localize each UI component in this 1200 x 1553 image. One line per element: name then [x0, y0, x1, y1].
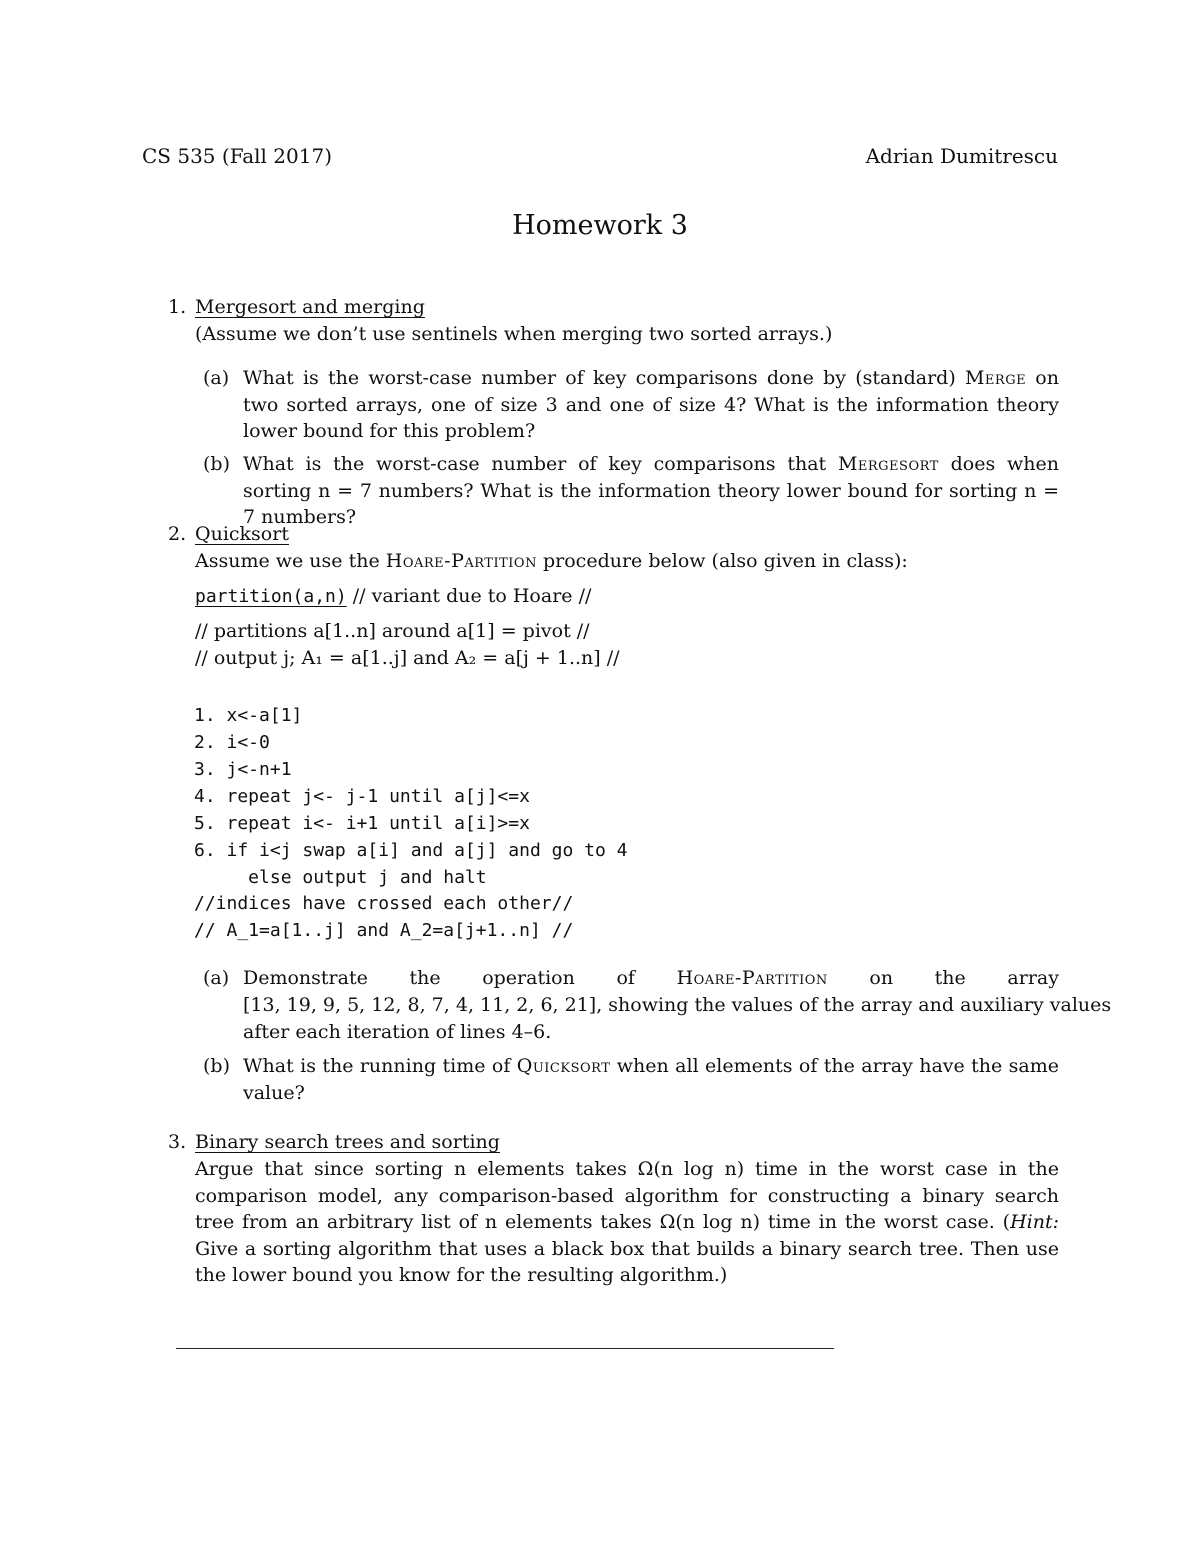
- problem-1-heading: Mergesort and merging: [195, 296, 425, 318]
- course-name: CS 535 (Fall 2017): [142, 144, 332, 168]
- hoare-partition-name: Hoare-Partition: [385, 550, 537, 572]
- problem-1-note: (Assume we don’t use sentinels when merging two sorted arrays.): [195, 323, 833, 345]
- quicksort-procedure-name: Quicksort: [516, 1055, 611, 1077]
- problem-2b-label: (b): [203, 1055, 230, 1077]
- problem-1a-text: What is the worst-case number of key comparisons done by (standard) Merge on two sorted arrays, one of size 3 and one of size 4? What is the information theory lower bound for this problem?: [243, 367, 1059, 442]
- author-name: Adrian Dumitrescu: [865, 144, 1058, 168]
- code-line: 3. j<-n+1: [194, 759, 292, 780]
- code-line: 4. repeat j<- j-1 until a[j]<=x: [194, 786, 530, 807]
- code-line: 5. repeat i<- i+1 until a[i]>=x: [194, 813, 530, 834]
- problem-2a-line-3: after each iteration of lines 4–6.: [243, 1021, 552, 1043]
- problem-2-number: 2.: [168, 523, 187, 545]
- code-line: 1. x<-a[1]: [194, 705, 303, 726]
- code-line: //indices have crossed each other//: [194, 893, 574, 914]
- problem-3-heading: Binary search trees and sorting: [195, 1131, 500, 1153]
- code-line: 6. if i<j swap a[i] and a[j] and go to 4: [194, 840, 628, 861]
- hint-label: Hint:: [1010, 1211, 1059, 1233]
- problem-1a-label: (a): [203, 367, 230, 389]
- problem-2b-text: What is the running time of Quicksort when all elements of the array have the same value?: [243, 1055, 1059, 1104]
- problem-3-number: 3.: [168, 1131, 187, 1153]
- problem-1b-label: (b): [203, 453, 230, 475]
- mergesort-procedure-name: Mergesort: [837, 453, 939, 475]
- partition-signature-code: partition(a,n): [195, 586, 347, 607]
- partition-signature-comment: // variant due to Hoare //: [352, 585, 592, 607]
- problem-2-intro: Assume we use the Hoare-Partition procedure below (also given in class):: [195, 550, 908, 572]
- partition-comment-1: // partitions a[1..n] around a[1] = pivot //: [195, 620, 590, 642]
- hoare-partition-name: Hoare-Partition: [676, 967, 828, 989]
- code-line: else output j and halt: [194, 867, 487, 888]
- problem-2a-line-2: [13, 19, 9, 5, 12, 8, 7, 4, 11, 2, 6, 21], showing the values of the array and auxiliary values: [243, 994, 1112, 1016]
- problem-2-heading: Quicksort: [195, 523, 289, 545]
- code-line: 2. i<-0: [194, 732, 270, 753]
- problem-1b-text: What is the worst-case number of key comparisons that Mergesort does when sorting n = 7 numbers? What is the information theory lower bound for sorting n = 7 numbers?: [243, 453, 1059, 528]
- end-rule: [176, 1348, 834, 1349]
- problem-3-text: Argue that since sorting n elements takes Ω(n log n) time in the worst case in the comparison model, any comparison-based algorithm for constructing a binary search tree from an arbitrary list of n elements takes Ω(n log n) time in the worst case. (Hint: Give a sorting algorithm that uses a black box that builds a binary search tree. Then use the lower bound you know for the resulting algorithm.): [195, 1158, 1059, 1286]
- problem-2a-line-1: Demonstrate the operation of Hoare-Partition on the array: [243, 967, 1059, 989]
- problem-1-number: 1.: [168, 296, 187, 318]
- partition-signature: [195, 585, 591, 607]
- merge-procedure-name: Merge: [964, 367, 1027, 389]
- page-title: Homework 3: [512, 210, 688, 241]
- problem-2a-label: (a): [203, 967, 230, 989]
- code-line: // A_1=a[1..j] and A_2=a[j+1..n] //: [194, 920, 574, 941]
- partition-comment-2: // output j; A₁ = a[1..j] and A₂ = a[j + 1..n] //: [195, 647, 620, 669]
